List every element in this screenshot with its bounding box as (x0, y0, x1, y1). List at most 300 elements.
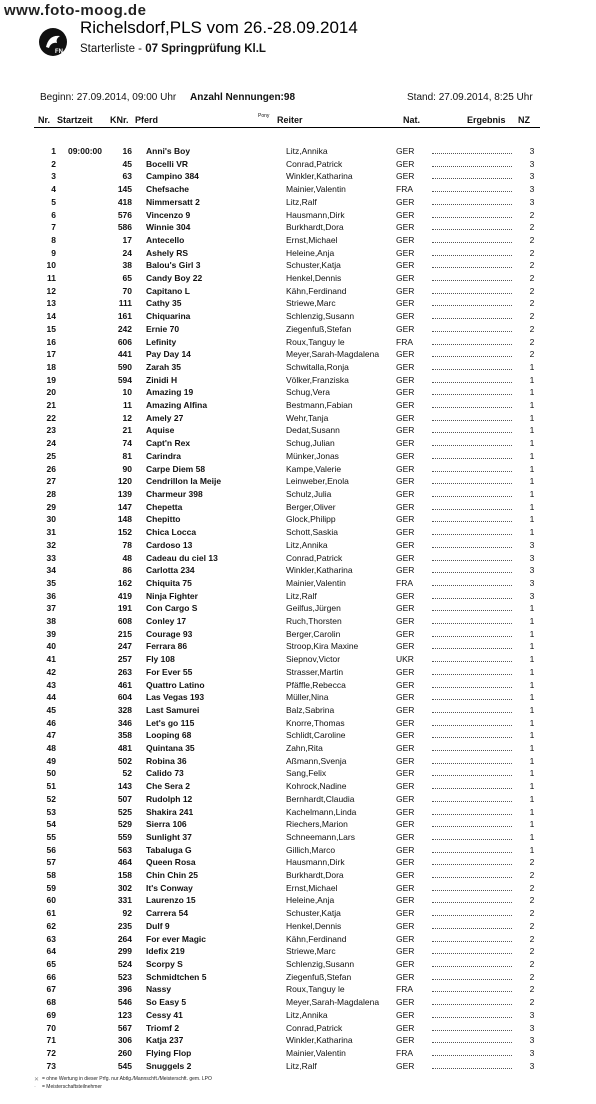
row-rider: Heleine,Anja (286, 895, 335, 906)
row-nr: 64 (46, 946, 56, 957)
col-header-pferd: Pferd (135, 115, 159, 125)
result-blank-line (432, 870, 512, 878)
row-ergebnis (432, 729, 522, 742)
row-nz: 3 (529, 1060, 535, 1071)
row-nz: 2 (529, 946, 535, 957)
row-knr: 147 (117, 501, 132, 512)
row-startzeit (56, 1034, 102, 1047)
row-nr: 61 (46, 908, 56, 919)
table-row (34, 577, 542, 590)
result-blank-line (432, 730, 512, 738)
row-horse: Robina 36 (146, 755, 187, 766)
row-ergebnis (432, 602, 522, 615)
row-knr: 396 (117, 984, 132, 995)
row-nat: GER (396, 768, 415, 779)
row-startzeit (56, 1047, 102, 1060)
row-knr: 328 (117, 704, 132, 715)
row-nat: GER (396, 425, 415, 436)
row-nat: GER (396, 946, 415, 957)
row-startzeit (56, 234, 102, 247)
row-nr: 41 (46, 654, 56, 665)
result-blank-line (432, 298, 512, 306)
result-blank-line (432, 654, 512, 662)
row-knr: 92 (122, 908, 132, 919)
result-blank-line (432, 591, 512, 599)
row-knr: 215 (117, 628, 132, 639)
table-row (34, 272, 542, 285)
row-nz: 1 (529, 819, 535, 830)
result-blank-line (432, 1061, 512, 1069)
row-startzeit (56, 158, 102, 171)
row-nz: 1 (529, 831, 535, 842)
row-startzeit (56, 386, 102, 399)
row-horse: Bocelli VR (146, 158, 189, 169)
row-horse: Cadeau du ciel 13 (146, 552, 218, 563)
row-nz: 2 (529, 209, 535, 220)
row-nr: 56 (46, 844, 56, 855)
row-startzeit (56, 310, 102, 323)
row-rider: Winkler,Katharina (286, 171, 353, 182)
row-nz: 1 (529, 463, 535, 474)
row-nat: GER (396, 361, 415, 372)
row-rider: Sang,Felix (286, 768, 327, 779)
row-knr: 145 (117, 184, 132, 195)
row-startzeit (56, 615, 102, 628)
row-nat: GER (396, 781, 415, 792)
row-ergebnis (432, 920, 522, 933)
row-horse: Carrera 54 (146, 908, 189, 919)
table-row (34, 361, 542, 374)
row-ergebnis (432, 196, 522, 209)
row-ergebnis (432, 501, 522, 514)
row-nz: 2 (529, 857, 535, 868)
row-startzeit (56, 336, 102, 349)
row-ergebnis (432, 958, 522, 971)
row-rider: Schug,Vera (286, 387, 330, 398)
table-row (34, 691, 542, 704)
row-nat: GER (396, 590, 415, 601)
row-nz: 1 (529, 641, 535, 652)
row-nz: 2 (529, 260, 535, 271)
row-knr: 586 (117, 222, 132, 233)
result-blank-line (432, 832, 512, 840)
row-nat: GER (396, 450, 415, 461)
row-knr: 257 (117, 654, 132, 665)
row-nr: 54 (46, 819, 56, 830)
row-knr: 139 (117, 488, 132, 499)
row-ergebnis (432, 831, 522, 844)
row-nat: GER (396, 1022, 415, 1033)
table-row (34, 653, 542, 666)
row-nr: 67 (46, 984, 56, 995)
row-startzeit (56, 539, 102, 552)
row-nat: GER (396, 666, 415, 677)
row-rider: Ernst,Michael (286, 882, 338, 893)
row-nat: GER (396, 247, 415, 258)
row-nat: GER (396, 870, 415, 881)
row-horse: Courage 93 (146, 628, 193, 639)
result-blank-line (432, 324, 512, 332)
row-rider: Leinweber,Enola (286, 476, 349, 487)
row-knr: 608 (117, 616, 132, 627)
row-nr: 19 (46, 374, 56, 385)
row-nr: 66 (46, 971, 56, 982)
row-startzeit (56, 1009, 102, 1022)
table-row (34, 247, 542, 260)
result-blank-line (432, 311, 512, 319)
result-blank-line (432, 857, 512, 865)
row-nr: 6 (51, 209, 56, 220)
row-nz: 1 (529, 768, 535, 779)
row-nat: GER (396, 997, 415, 1008)
col-header-pony: Pony (258, 113, 270, 119)
row-nz: 3 (529, 196, 535, 207)
row-nat: GER (396, 1035, 415, 1046)
row-nr: 57 (46, 857, 56, 868)
result-blank-line (432, 375, 512, 383)
row-nr: 3 (51, 171, 56, 182)
result-blank-line (432, 908, 512, 916)
row-nr: 13 (46, 298, 56, 309)
row-nat: GER (396, 514, 415, 525)
row-rider: Kähn,Ferdinand (286, 285, 347, 296)
row-knr: 590 (117, 361, 132, 372)
row-nz: 1 (529, 616, 535, 627)
table-row (34, 666, 542, 679)
row-ergebnis (432, 323, 522, 336)
table-row (34, 844, 542, 857)
row-nat: GER (396, 717, 415, 728)
row-nat: GER (396, 273, 415, 284)
row-ergebnis (432, 552, 522, 565)
row-nr: 50 (46, 768, 56, 779)
row-startzeit (56, 437, 102, 450)
result-blank-line (432, 972, 512, 980)
row-ergebnis (432, 272, 522, 285)
row-startzeit (56, 361, 102, 374)
row-knr: 191 (117, 603, 132, 614)
result-blank-line (432, 1010, 512, 1018)
row-horse: Shakira 241 (146, 806, 194, 817)
row-horse: Antecello (146, 234, 185, 245)
row-nat: GER (396, 349, 415, 360)
table-row (34, 285, 542, 298)
row-horse: Amazing 19 (146, 387, 194, 398)
row-nz: 2 (529, 870, 535, 881)
row-ergebnis (432, 526, 522, 539)
result-blank-line (432, 1048, 512, 1056)
row-rider: Litz,Ralf (286, 196, 317, 207)
row-nat: GER (396, 933, 415, 944)
row-rider: Schott,Saskia (286, 527, 338, 538)
row-startzeit (56, 679, 102, 692)
row-ergebnis (432, 793, 522, 806)
result-blank-line (432, 235, 512, 243)
row-ergebnis (432, 285, 522, 298)
row-nr: 35 (46, 577, 56, 588)
row-horse: Ernie 70 (146, 323, 180, 334)
row-startzeit (56, 742, 102, 755)
table-row (34, 615, 542, 628)
row-nr: 43 (46, 679, 56, 690)
row-rider: Mainier,Valentin (286, 1047, 346, 1058)
row-ergebnis (432, 894, 522, 907)
row-rider: Stroop,Kira Maxine (286, 641, 359, 652)
row-nr: 70 (46, 1022, 56, 1033)
row-nat: GER (396, 527, 415, 538)
result-blank-line (432, 934, 512, 942)
row-startzeit (56, 602, 102, 615)
result-blank-line (432, 819, 512, 827)
table-row (34, 679, 542, 692)
row-rider: Ruch,Thorsten (286, 616, 342, 627)
row-rider: Meyer,Sarah-Magdalena (286, 349, 380, 360)
col-header-startzeit: Startzeit (57, 115, 93, 125)
result-blank-line (432, 159, 512, 167)
row-knr: 235 (117, 920, 132, 931)
row-ergebnis (432, 590, 522, 603)
table-row (34, 755, 542, 768)
row-nat: GER (396, 704, 415, 715)
result-blank-line (432, 464, 512, 472)
row-nz: 2 (529, 920, 535, 931)
result-blank-line (432, 349, 512, 357)
row-nz: 1 (529, 781, 535, 792)
row-horse: Scorpy S (146, 959, 183, 969)
row-ergebnis (432, 844, 522, 857)
row-nat: GER (396, 692, 415, 703)
row-horse: Amely 27 (146, 412, 184, 423)
row-startzeit (56, 323, 102, 336)
row-ergebnis (432, 856, 522, 869)
table-row (34, 806, 542, 819)
result-blank-line (432, 400, 512, 408)
row-knr: 17 (122, 234, 132, 245)
row-knr: 10 (122, 387, 132, 398)
row-rider: Roux,Tanguy le (286, 984, 345, 995)
result-blank-line (432, 883, 512, 891)
row-horse: Cessy 41 (146, 1009, 183, 1020)
row-ergebnis (432, 297, 522, 310)
row-nat: GER (396, 196, 415, 207)
row-nat: FRA (396, 1047, 413, 1058)
table-row (34, 374, 542, 387)
row-knr: 21 (122, 425, 132, 436)
row-ergebnis (432, 1034, 522, 1047)
row-startzeit (56, 869, 102, 882)
row-knr: 331 (117, 895, 132, 906)
result-blank-line (432, 438, 512, 446)
row-knr: 158 (117, 870, 132, 881)
row-rider: Schlenzig,Susann (286, 959, 355, 969)
row-nz: 2 (529, 984, 535, 995)
row-startzeit (56, 374, 102, 387)
row-nz: 1 (529, 387, 535, 398)
row-rider: Mainier,Valentin (286, 184, 346, 195)
result-blank-line (432, 273, 512, 281)
row-nat: GER (396, 171, 415, 182)
row-horse: Chepitto (146, 514, 181, 525)
row-horse: Flying Flop (146, 1047, 192, 1058)
row-nz: 2 (529, 247, 535, 258)
row-rider: Bernhardt,Claudia (286, 793, 355, 804)
row-nz: 3 (529, 1009, 535, 1020)
row-ergebnis (432, 767, 522, 780)
row-horse: Nassy (146, 984, 172, 995)
row-ergebnis (432, 628, 522, 641)
row-rider: Münker,Jonas (286, 450, 339, 461)
row-nat: GER (396, 298, 415, 309)
result-blank-line (432, 527, 512, 535)
row-rider: Conrad,Patrick (286, 552, 343, 563)
row-ergebnis (432, 539, 522, 552)
row-nz: 2 (529, 349, 535, 360)
row-startzeit (56, 818, 102, 831)
row-nz: 1 (529, 666, 535, 677)
status-timestamp: Stand: 27.09.2014, 8:25 Uhr (407, 92, 533, 103)
row-nr: 23 (46, 425, 56, 436)
row-startzeit (56, 983, 102, 996)
row-rider: Mainier,Valentin (286, 577, 346, 588)
row-nr: 73 (46, 1060, 56, 1071)
row-ergebnis (432, 742, 522, 755)
row-rider: Berger,Oliver (286, 501, 336, 512)
row-ergebnis (432, 640, 522, 653)
row-rider: Hausmann,Dirk (286, 209, 345, 220)
table-row (34, 513, 542, 526)
table-row (34, 539, 542, 552)
row-nr: 63 (46, 933, 56, 944)
result-blank-line (432, 743, 512, 751)
row-ergebnis (432, 221, 522, 234)
row-knr: 65 (122, 273, 132, 284)
row-nz: 2 (529, 908, 535, 919)
result-blank-line (432, 794, 512, 802)
row-startzeit (56, 450, 102, 463)
row-horse: Conley 17 (146, 616, 187, 627)
result-blank-line (432, 171, 512, 179)
subtitle-prefix: Starterliste - (80, 43, 146, 55)
row-rider: Henkel,Dennis (286, 920, 342, 931)
result-blank-line (432, 781, 512, 789)
row-startzeit (56, 806, 102, 819)
table-row (34, 602, 542, 615)
row-ergebnis (432, 945, 522, 958)
row-startzeit (56, 640, 102, 653)
row-ergebnis (432, 1022, 522, 1035)
row-nz: 3 (529, 1047, 535, 1058)
row-nr: 60 (46, 895, 56, 906)
row-knr: 148 (117, 514, 132, 525)
row-nat: GER (396, 387, 415, 398)
table-row (34, 386, 542, 399)
result-blank-line (432, 1035, 512, 1043)
row-nat: GER (396, 1060, 415, 1071)
result-blank-line (432, 895, 512, 903)
table-row (34, 424, 542, 437)
row-horse: Aquise (146, 425, 175, 436)
col-header-nat: Nat. (403, 115, 421, 125)
row-horse: Let's go 115 (146, 717, 195, 728)
row-rider: Berger,Carolin (286, 628, 341, 639)
table-row (34, 399, 542, 412)
table-row (34, 894, 542, 907)
page-title: Richelsdorf,PLS vom 26.-28.09.2014 (80, 18, 358, 37)
row-nat: GER (396, 755, 415, 766)
row-ergebnis (432, 336, 522, 349)
row-nat: GER (396, 488, 415, 499)
row-startzeit (56, 1060, 102, 1073)
row-horse: Schmidtchen 5 (146, 971, 207, 982)
row-knr: 81 (122, 450, 132, 461)
start-info: Beginn: 27.09.2014, 09:00 Uhr (40, 92, 177, 103)
row-nz: 1 (529, 400, 535, 411)
row-knr: 123 (117, 1009, 132, 1020)
row-horse: Tabaluga G (146, 844, 192, 855)
row-startzeit (56, 653, 102, 666)
row-nz: 2 (529, 273, 535, 284)
row-horse: Candy Boy 22 (146, 273, 203, 284)
row-rider: Siepnov,Victor (286, 654, 341, 665)
row-knr: 45 (122, 158, 132, 169)
row-nz: 1 (529, 755, 535, 766)
row-rider: Litz,Annika (286, 1009, 328, 1020)
row-rider: Müller,Nina (286, 692, 329, 703)
row-nr: 62 (46, 920, 56, 931)
row-horse: Chiquita 75 (146, 577, 192, 588)
row-knr: 48 (122, 552, 132, 563)
row-knr: 12 (122, 412, 132, 423)
row-horse: Nimmersatt 2 (146, 196, 200, 207)
result-blank-line (432, 578, 512, 586)
row-nr: 15 (46, 323, 56, 334)
row-horse: Sunlight 37 (146, 831, 192, 842)
col-header-reiter: Reiter (277, 115, 303, 125)
row-knr: 481 (117, 743, 132, 754)
row-rider: Bestmann,Fabian (286, 400, 353, 411)
row-rider: Schug,Julian (286, 438, 335, 449)
row-horse: Quattro Latino (146, 679, 205, 690)
row-horse: Chepetta (146, 501, 183, 512)
result-blank-line (432, 146, 512, 154)
row-startzeit (56, 424, 102, 437)
row-knr: 563 (117, 844, 132, 855)
row-nz: 1 (529, 692, 535, 703)
row-knr: 441 (117, 349, 132, 360)
row-horse: Ashely RS (146, 247, 189, 258)
row-nz: 1 (529, 361, 535, 372)
row-horse: Charmeur 398 (146, 488, 203, 499)
row-horse: Calido 73 (146, 768, 184, 779)
result-blank-line (432, 553, 512, 561)
row-nr: 71 (46, 1035, 56, 1046)
table-row (34, 552, 542, 565)
row-nr: 10 (46, 260, 56, 271)
row-ergebnis (432, 348, 522, 361)
table-row (34, 1060, 542, 1073)
row-startzeit (56, 488, 102, 501)
row-startzeit (56, 971, 102, 984)
row-ergebnis (432, 971, 522, 984)
row-nr: 46 (46, 717, 56, 728)
dot-icon: · (34, 1084, 36, 1090)
table-row (34, 297, 542, 310)
row-startzeit (56, 221, 102, 234)
row-nr: 2 (51, 158, 56, 169)
row-rider: Litz,Annika (286, 146, 328, 156)
row-knr: 358 (117, 730, 132, 741)
row-horse: Dulf 9 (146, 920, 170, 931)
